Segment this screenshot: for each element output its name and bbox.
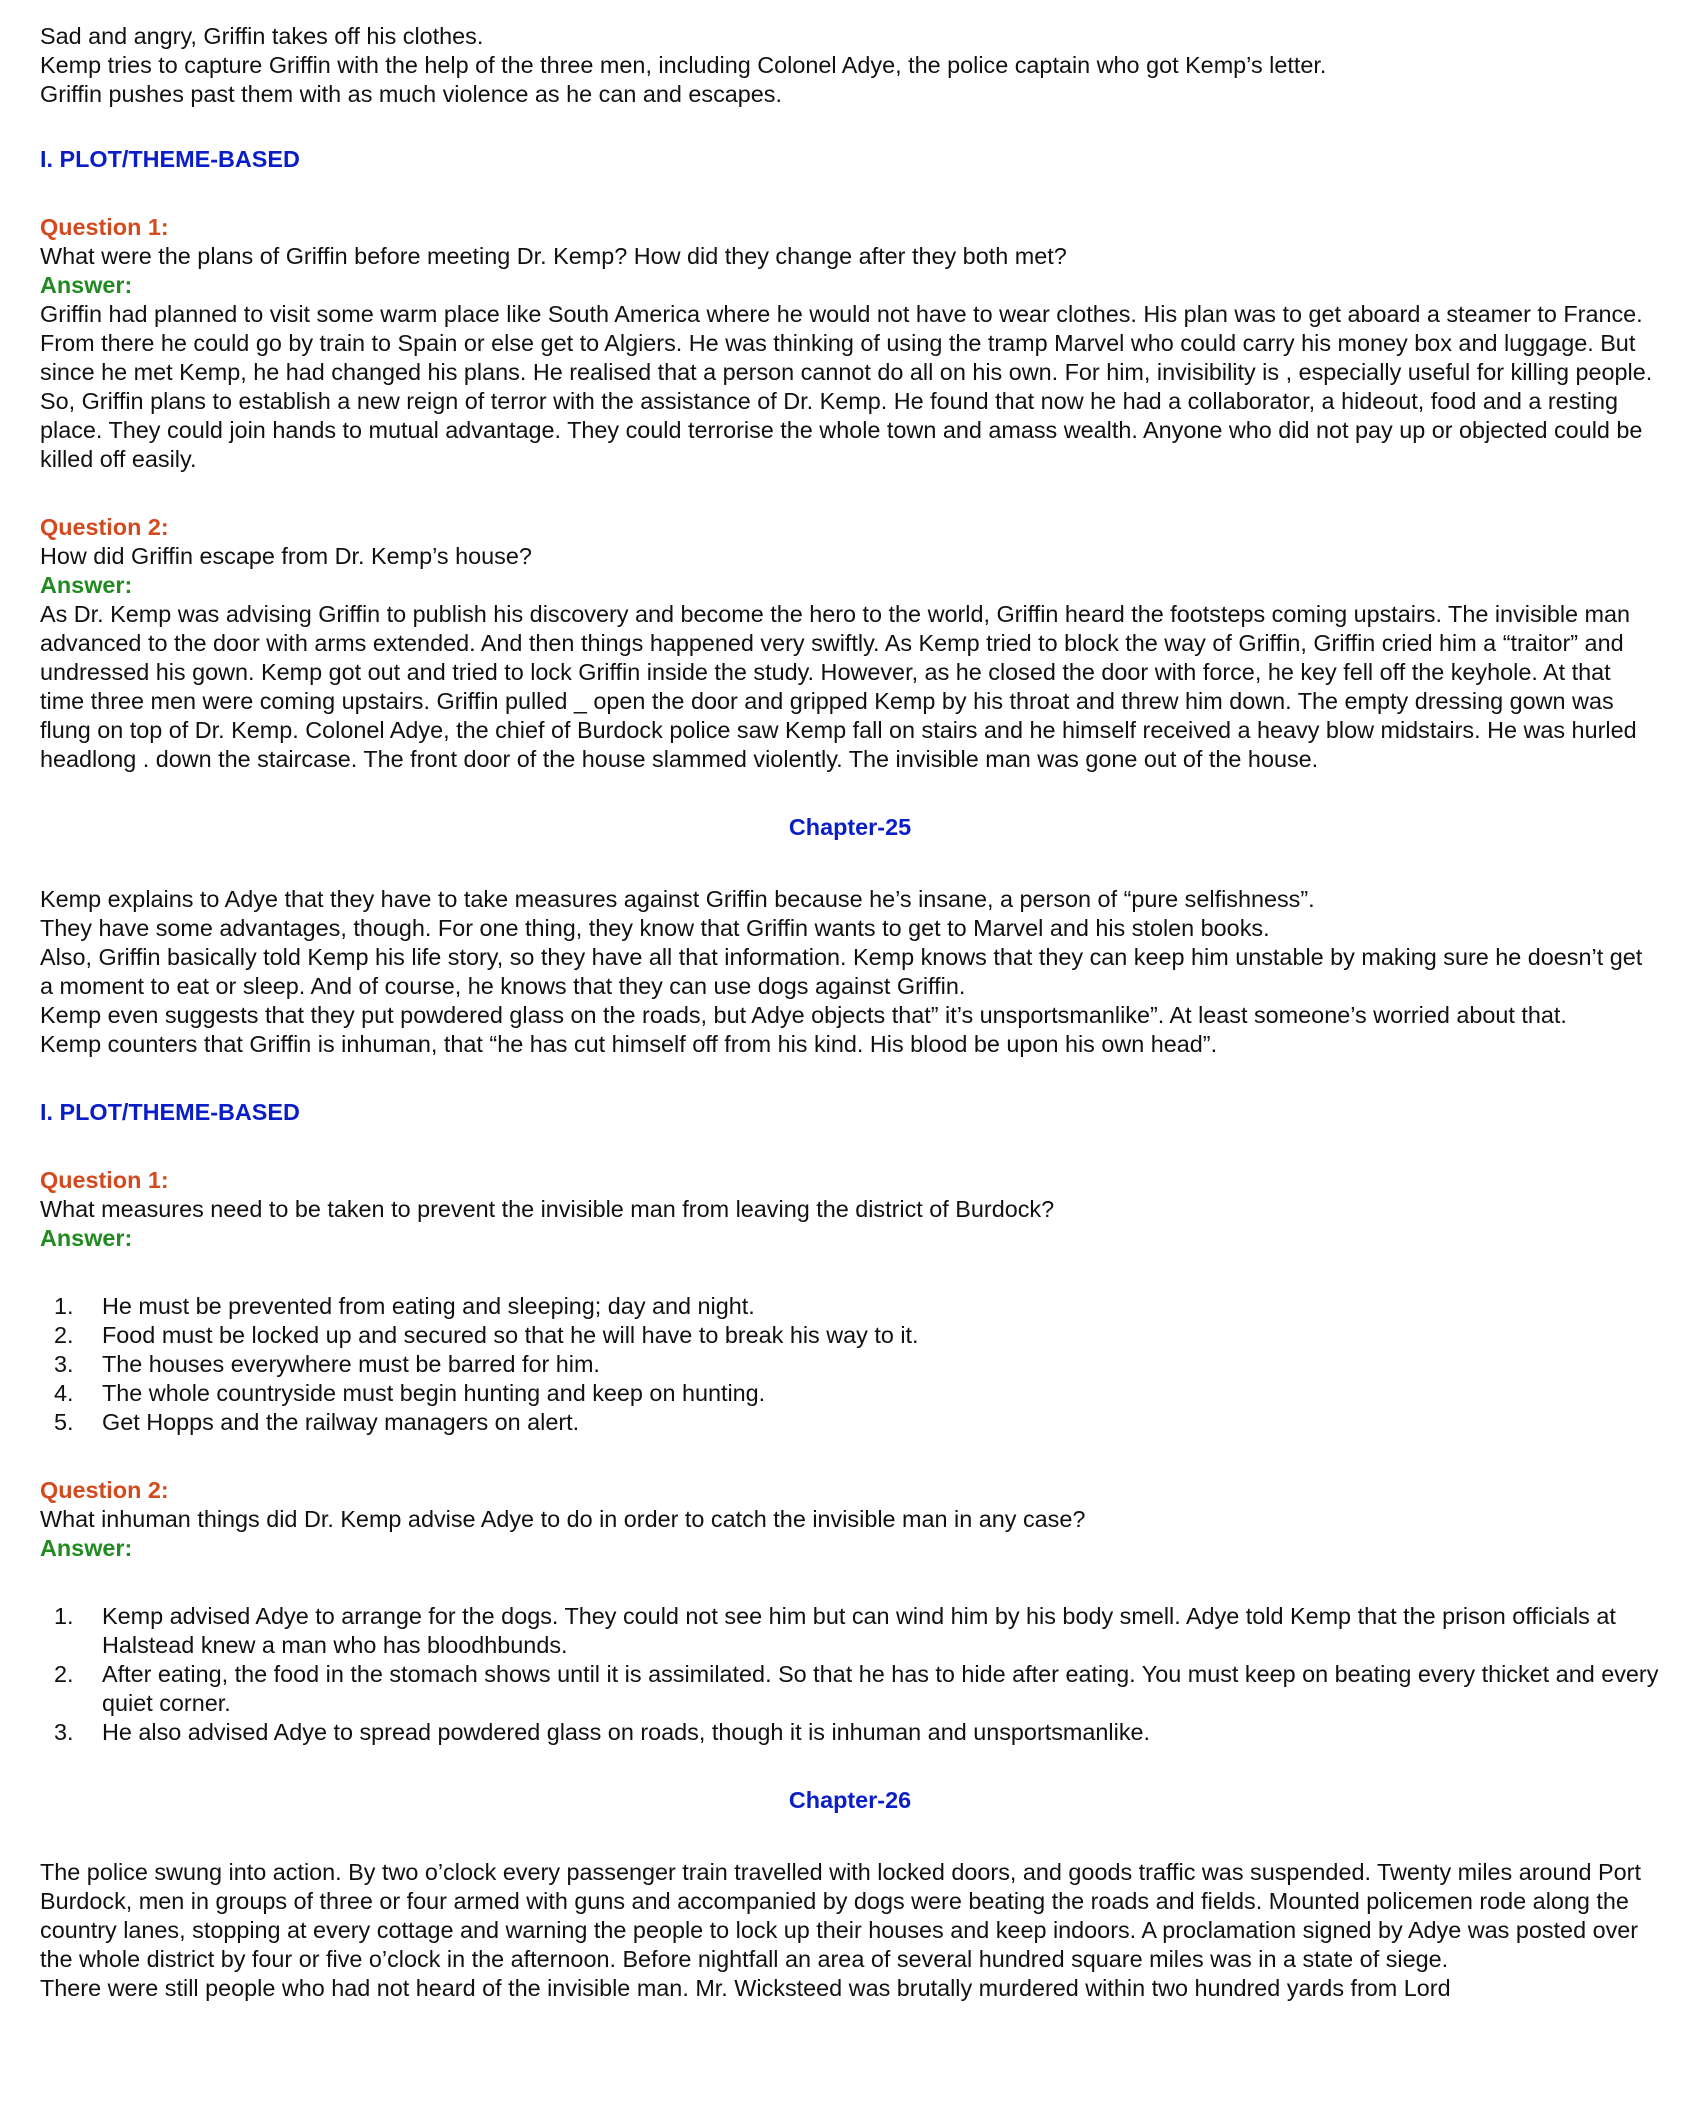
- question-label: Question 2:: [40, 514, 169, 540]
- intro-line: Kemp tries to capture Griffin with the help of the three men, including Colonel Adye, the police captain who got Kemp’s letter.: [40, 52, 1327, 78]
- chapter-heading: Chapter-25: [788, 814, 912, 840]
- chapter-paragraph: Also, Griffin basically told Kemp his life story, so they have all that information. Kemp knows that they can keep him unstable by making sure he doesn’t get a moment to eat or sleep. And of course, he knows that they can use dogs against Griffin.: [40, 944, 1643, 999]
- list-number: 5.: [54, 1409, 74, 1435]
- answer-label: Answer:: [40, 572, 133, 598]
- list-item: [40, 1321, 1660, 1350]
- section-heading: I. PLOT/THEME-BASED: [40, 1099, 300, 1125]
- question-text: What were the plans of Griffin before meeting Dr. Kemp? How did they change after they both met?: [40, 243, 1067, 269]
- question-label: Question 1:: [40, 1167, 169, 1193]
- list-item: [40, 1350, 1660, 1379]
- question-text: What inhuman things did Dr. Kemp advise Adye to do in order to catch the invisible man in any case?: [40, 1506, 1086, 1532]
- answer-text: Griffin had planned to visit some warm place like South America where he would not have to wear clothes. His plan was to get aboard a steamer to France. From there he could go by train to Spain or else get to Algiers. He was thinking of using the tramp Marvel who could carry his money box and luggage. But since he met Kemp, he had changed his plans. He realised that a person cannot do all on his own. For him, invisibility is , especially useful for killing people. So, Griffin plans to establish a new reign of terror with the assistance of Dr. Kemp. He found that now he had a collaborator, a hideout, food and a resting place. They could join hands to mutual advantage. They could terrorise the whole town and amass wealth. Anyone who did not pay up or objected could be killed off easily.: [40, 301, 1653, 472]
- question-text: How did Griffin escape from Dr. Kemp’s house?: [40, 543, 532, 569]
- list-item: [40, 1379, 1660, 1408]
- answer-label: Answer:: [40, 1535, 133, 1561]
- chapter-paragraph: Kemp explains to Adye that they have to take measures against Griffin because he’s insane, a person of “pure selfishness”.: [40, 886, 1315, 912]
- list-item: [40, 1602, 1660, 1660]
- answer-label: Answer:: [40, 1225, 133, 1251]
- list-text: The houses everywhere must be barred for him.: [102, 1351, 600, 1377]
- question-label: Question 2:: [40, 1477, 169, 1503]
- list-item: [40, 1408, 1660, 1437]
- chapter-heading: Chapter-26: [788, 1787, 912, 1813]
- list-text: After eating, the food in the stomach shows until it is assimilated. So that he has to hide after eating. You must keep on beating every thicket and every quiet corner.: [102, 1661, 1659, 1716]
- chapter-paragraph: They have some advantages, though. For one thing, they know that Griffin wants to get to Marvel and his stolen books.: [40, 915, 1270, 941]
- list-text: Kemp advised Adye to arrange for the dogs. They could not see him but can wind him by his body smell. Adye told Kemp that the prison officials at Halstead knew a man who has bloodhbunds.: [102, 1603, 1616, 1658]
- list-number: 1.: [54, 1603, 74, 1629]
- chapter-paragraph: Kemp even suggests that they put powdered glass on the roads, but Adye objects that” it’s unsportsmanlike”. At least someone’s worried about that.: [40, 1002, 1567, 1028]
- list-number: 2.: [54, 1322, 74, 1348]
- answer-text: As Dr. Kemp was advising Griffin to publish his discovery and become the hero to the world, Griffin heard the footsteps coming upstairs. The invisible man advanced to the door with arms extended. And then things happened very swiftly. As Kemp tried to block the way of Griffin, Griffin cried him a “traitor” and undressed his gown. Kemp got out and tried to lock Griffin inside the study. However, as he closed the door with force, he key fell off the keyhole. At that time three men were coming upstairs. Griffin pulled _ open the door and gripped Kemp by his throat and threw him down. The empty dressing gown was flung on top of Dr. Kemp. Colonel Adye, the chief of Burdock police saw Kemp fall on stairs and he himself received a heavy blow midstairs. He was hurled headlong . down the staircase. The front door of the house slammed violently. The invisible man was gone out of the house.: [40, 601, 1637, 772]
- question-text: What measures need to be taken to prevent the invisible man from leaving the district of Burdock?: [40, 1196, 1055, 1222]
- intro-line: Sad and angry, Griffin takes off his clothes.: [40, 23, 484, 49]
- list-item: [40, 1718, 1660, 1747]
- list-number: 3.: [54, 1351, 74, 1377]
- section-heading: I. PLOT/THEME-BASED: [40, 146, 300, 172]
- answer-label: Answer:: [40, 272, 133, 298]
- list-text: He also advised Adye to spread powdered glass on roads, though it is inhuman and unsportsmanlike.: [102, 1719, 1151, 1745]
- intro-line: Griffin pushes past them with as much violence as he can and escapes.: [40, 81, 782, 107]
- list-text: He must be prevented from eating and sleeping; day and night.: [102, 1293, 755, 1319]
- list-text: Get Hopps and the railway managers on alert.: [102, 1409, 580, 1435]
- list-text: The whole countryside must begin hunting and keep on hunting.: [102, 1380, 766, 1406]
- question-label: Question 1:: [40, 214, 169, 240]
- list-text: Food must be locked up and secured so that he will have to break his way to it.: [102, 1322, 919, 1348]
- list-number: 1.: [54, 1293, 74, 1319]
- chapter-paragraph: There were still people who had not heard of the invisible man. Mr. Wicksteed was brutally murdered within two hundred yards from Lord: [40, 1975, 1451, 2001]
- list-number: 3.: [54, 1719, 74, 1745]
- chapter-paragraph: Kemp counters that Griffin is inhuman, that “he has cut himself off from his kind. His blood be upon his own head”.: [40, 1031, 1218, 1057]
- list-number: 2.: [54, 1661, 74, 1687]
- list-item: [40, 1292, 1660, 1321]
- answer-list: [40, 1602, 1660, 1747]
- answer-list: [40, 1292, 1660, 1437]
- chapter-paragraph: The police swung into action. By two o’clock every passenger train travelled with locked doors, and goods traffic was suspended. Twenty miles around Port Burdock, men in groups of three or four armed with guns and accompanied by dogs were beating the roads and fields. Mounted policemen rode along the country lanes, stopping at every cottage and warning the people to lock up their houses and keep indoors. A proclamation signed by Adye was posted over the whole district by four or five o’clock in the afternoon. Before nightfall an area of several hundred square miles was in a state of siege.: [40, 1859, 1641, 1972]
- list-item: [40, 1660, 1660, 1718]
- list-number: 4.: [54, 1380, 74, 1406]
